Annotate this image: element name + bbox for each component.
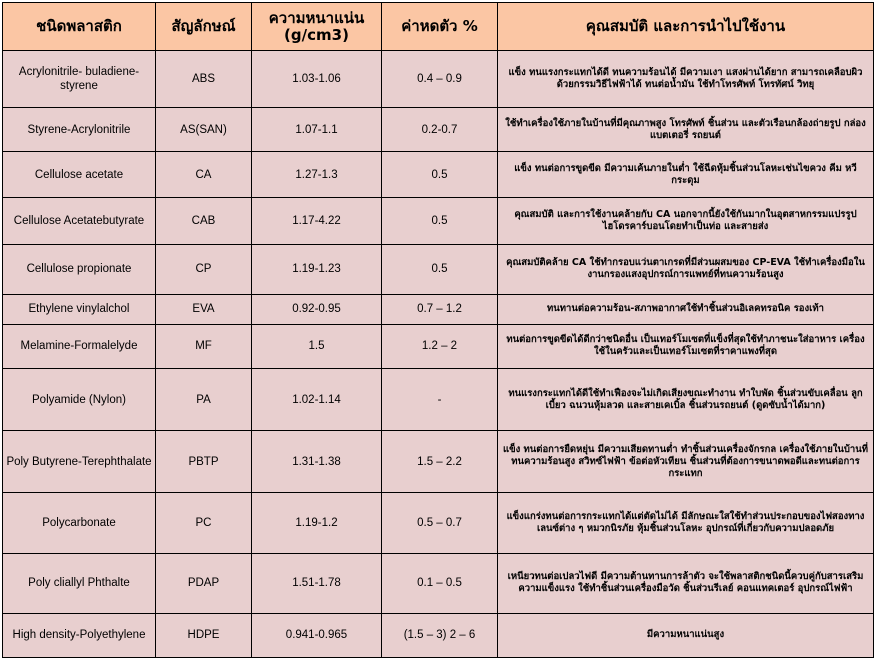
table-row [3,613,874,657]
shrinkage-cell: 0.5 [382,152,498,198]
header-properties: คุณสมบัติ และการนำไปใช้งาน [498,3,874,51]
plastic-name-cell: Styrene-Acrylonitrile [3,108,156,152]
table-row [3,431,874,493]
plastic-name-cell: Melamine-Formalelyde [3,324,156,368]
symbol-cell: AS(SAN) [156,108,252,152]
density-cell: 1.51-1.78 [252,553,382,613]
shrinkage-cell: 0.1 – 0.5 [382,553,498,613]
properties-cell: มีความหนาแน่นสูง [498,613,874,657]
table-row [3,294,874,324]
plastic-name-cell: Polyamide (Nylon) [3,369,156,431]
header-symbol: สัญลักษณ์ [156,3,252,51]
table-row [3,553,874,613]
shrinkage-cell: 0.5 [382,198,498,244]
density-cell: 1.19-1.2 [252,493,382,553]
table-row [3,369,874,431]
properties-cell: เหนียวทนต่อเปลวไฟดี มีความต้านทานการล้าตัว จะใช้พลาสติกชนิดนี้ควบคู่กับสารเสริมความแข็งแรง ใช้ทำชิ้นส่วนเครื่องมือวัด ชิ้นส่วนรีเลย์ คอนแทคเตอร์ อุปกรณ์ไฟฟ้า [498,553,874,613]
symbol-cell: HDPE [156,613,252,657]
shrinkage-cell: 1.5 – 2.2 [382,431,498,493]
shrinkage-cell: 0.7 – 1.2 [382,294,498,324]
symbol-cell: PC [156,493,252,553]
table-row [3,108,874,152]
table-row [3,152,874,198]
plastic-name-cell: Acrylonitrile- buladiene-styrene [3,51,156,108]
plastic-name-cell: Poly cliallyl Phthalte [3,553,156,613]
symbol-cell: ABS [156,51,252,108]
properties-cell: ทนแรงกระแทกได้ดีใช้ทำเฟืองจะไม่เกิดเสียงขณะทำงาน ทำใบพัด ชิ้นส่วนขับเคลื่อน ลูกเบี้ยว ฉนวนหุ้มลวด และสายเคเบิ้ล ชิ้นส่วนรถยนต์ (ดูดซับน้ำได้มาก) [498,369,874,431]
plastic-name-cell: Cellulose Acetatebutyrate [3,198,156,244]
properties-cell: แข็ง ทนต่อการขูดขีด มีความเค้นภายในต่ำ ใช้ฉีดหุ้มชิ้นส่วนโลหะเช่นไขควง คีม หวี กระดุม [498,152,874,198]
symbol-cell: EVA [156,294,252,324]
table-row [3,51,874,108]
plastic-name-cell: Ethylene vinylalchol [3,294,156,324]
density-cell: 1.5 [252,324,382,368]
symbol-cell: PBTP [156,431,252,493]
density-cell: 1.03-1.06 [252,51,382,108]
density-cell: 0.92-0.95 [252,294,382,324]
header-shrinkage: ค่าหดตัว % [382,3,498,51]
plastic-name-cell: Cellulose acetate [3,152,156,198]
properties-cell: แข็ง ทนแรงกระแทกได้ดี ทนความร้อนได้ มีความเงา แสงผ่านได้ยาก สามารถเคลือบผิวด้วยกรรมวิธีไฟฟ้าได้ ทนต่อน้ำมัน ใช้ทำโทรศัพท์ โทรทัศน์ วิทยุ [498,51,874,108]
header-plastic-type: ชนิดพลาสติก [3,3,156,51]
table-row [3,493,874,553]
symbol-cell: MF [156,324,252,368]
density-cell: 1.19-1.23 [252,244,382,294]
symbol-cell: CA [156,152,252,198]
header-density: ความหนาแน่น (g/cm3) [252,3,382,51]
shrinkage-cell: (1.5 – 3) 2 – 6 [382,613,498,657]
density-cell: 1.17-4.22 [252,198,382,244]
properties-cell: ทนทานต่อความร้อน-สภาพอากาศใช้ทำชิ้นส่วนอิเลคทรอนิค รองเท้า [498,294,874,324]
symbol-cell: CAB [156,198,252,244]
density-cell: 0.941-0.965 [252,613,382,657]
properties-cell: คุณสมบัติคล้าย CA ใช้ทำกรอบแว่นตาเกรดที่มีส่วนผสมของ CP-EVA ใช้ทำเครื่องมือในงานกรองแสงอุปกรณ์การแพทย์ที่ทนความร้อนสูง [498,244,874,294]
plastics-table-wrapper [2,2,873,660]
shrinkage-cell: 0.5 [382,244,498,294]
shrinkage-cell: 0.5 – 0.7 [382,493,498,553]
plastic-name-cell: Polycarbonate [3,493,156,553]
plastic-name-cell: Cellulose propionate [3,244,156,294]
shrinkage-cell: 1.2 – 2 [382,324,498,368]
table-header-row [3,3,874,51]
density-cell: 1.31-1.38 [252,431,382,493]
symbol-cell: CP [156,244,252,294]
shrinkage-cell: 0.4 – 0.9 [382,51,498,108]
properties-cell: ทนต่อการขูดขีดได้ดีกว่าชนิดอื่น เป็นเทอร์โมเซตที่แข็งที่สุดใช้ทำภาชนะใส่อาหาร เครื่องใช้ในครัวและเป็นเทอร์โมเซตที่ราคาแพงที่สุด [498,324,874,368]
plastics-properties-table [2,2,874,658]
plastic-name-cell: High density-Polyethylene [3,613,156,657]
symbol-cell: PDAP [156,553,252,613]
properties-cell: คุณสมบัติ และการใช้งานคล้ายกับ CA นอกจากนี้ยังใช้กันมากในอุตสาหกรรมแปรรูปไฮโดรคาร์บอนโดยทำเป็นท่อ และสายส่ง [498,198,874,244]
shrinkage-cell: - [382,369,498,431]
table-row [3,324,874,368]
table-row [3,198,874,244]
symbol-cell: PA [156,369,252,431]
density-cell: 1.07-1.1 [252,108,382,152]
table-row [3,244,874,294]
plastic-name-cell: Poly Butyrene-Terephthalate [3,431,156,493]
properties-cell: ใช้ทำเครื่องใช้ภายในบ้านที่มีคุณภาพสูง โทรศัพท์ ชิ้นส่วน และตัวเรือนกล้องถ่ายรูป กล่องแบตเตอรี่ รถยนต์ [498,108,874,152]
density-cell: 1.02-1.14 [252,369,382,431]
properties-cell: แข็งแกร่งทนต่อการกระแทกได้แต่ตัดไม่ได้ มีลักษณะใสใช้ทำส่วนประกอบของไฟสองทางเลนซ์ต่าง ๆ หมวกนิรภัย หุ้มชิ้นส่วนโลหะ อุปกรณ์ที่เกี่ยวกับความปลอดภัย [498,493,874,553]
density-cell: 1.27-1.3 [252,152,382,198]
shrinkage-cell: 0.2-0.7 [382,108,498,152]
properties-cell: แข็ง ทนต่อการยืดหยุ่น มีความเสียดทานต่ำ ทำชิ้นส่วนเครื่องจักรกล เครื่องใช้ภายในบ้านที่ทนความร้อนสูง สวิทซ์ไฟฟ้า ข้อต่อหัวเทียน ชิ้นส่วนที่ต้องการขนาดพอดีและทนต่อการกระแทก [498,431,874,493]
